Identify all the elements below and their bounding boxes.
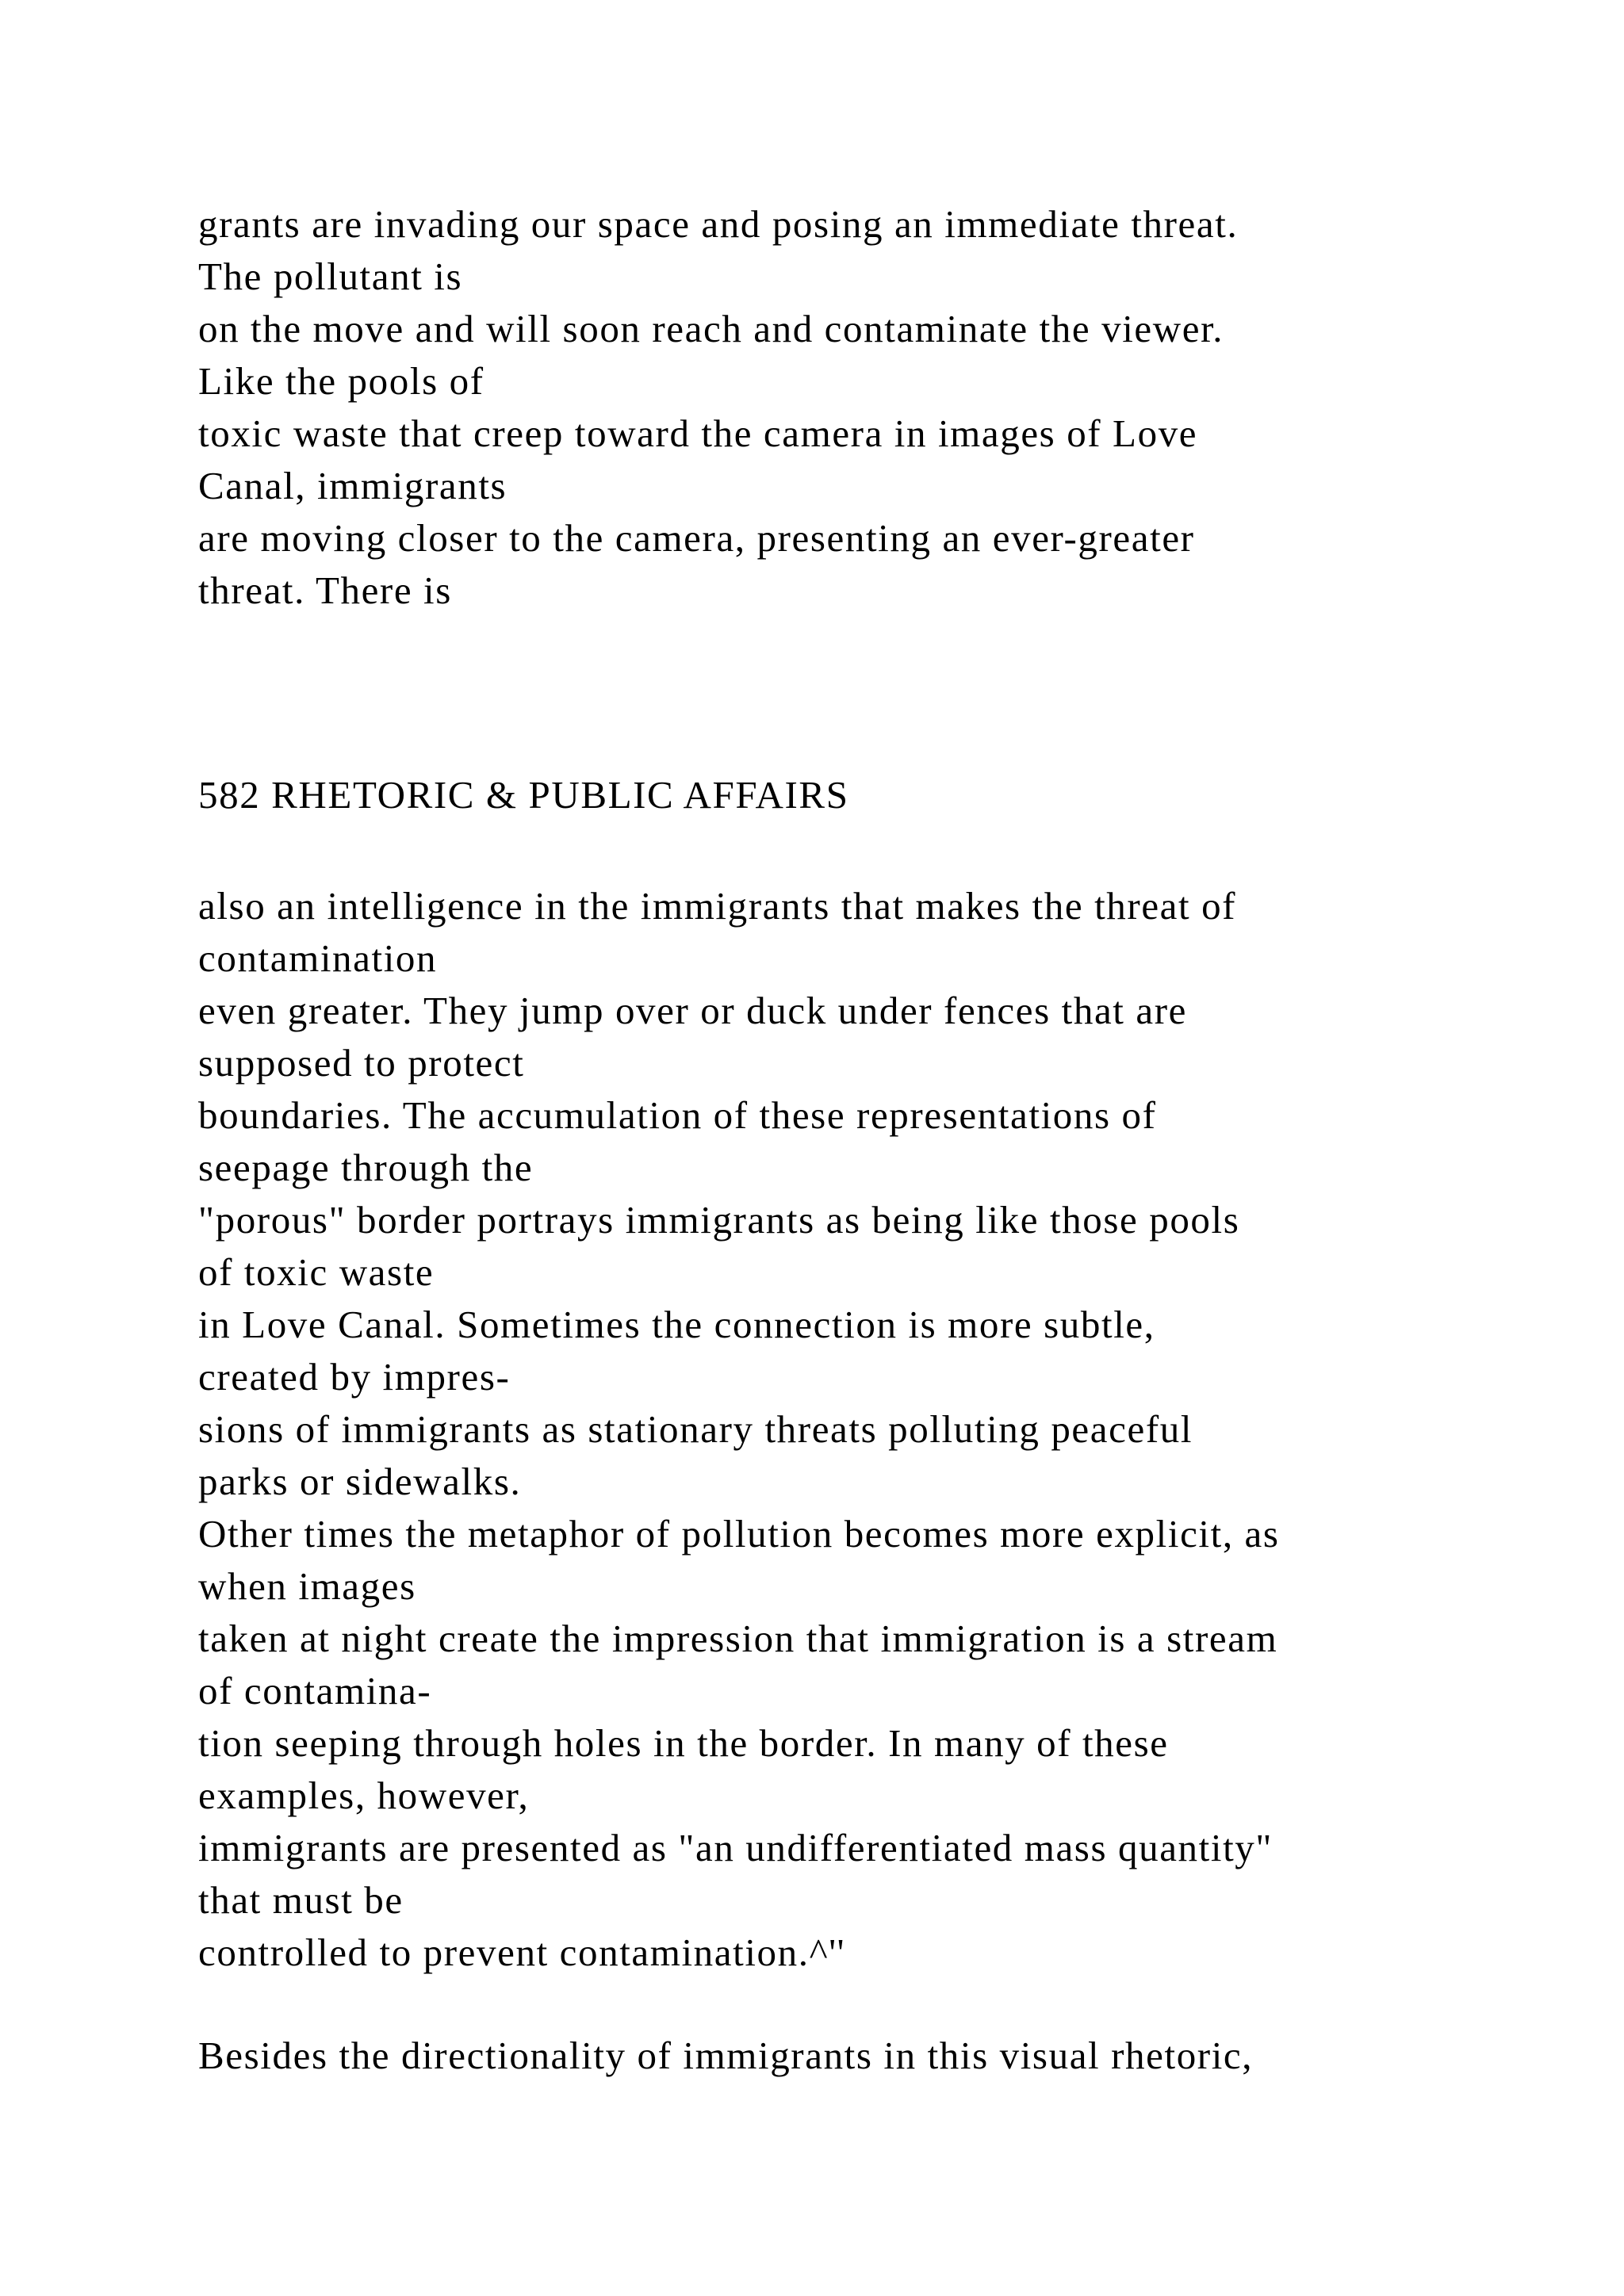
text-line: Like the pools of	[198, 359, 485, 403]
text-line: Other times the metaphor of pollution becomes more explicit, as	[198, 1512, 1280, 1556]
running-header	[198, 769, 849, 821]
text-line: that must be	[198, 1878, 404, 1922]
text-line: tion seeping through holes in the border. In many of these	[198, 1721, 1169, 1765]
paragraph-continued-text	[198, 198, 1238, 617]
text-line: immigrants are presented as "an undifferentiated mass quantity"	[198, 1826, 1273, 1869]
paragraph-main-text	[198, 880, 1280, 1979]
page-header-text: 582 RHETORIC & PUBLIC AFFAIRS	[198, 773, 849, 817]
text-line: The pollutant is	[198, 254, 463, 298]
text-line: supposed to protect	[198, 1041, 525, 1085]
text-line: created by impres-	[198, 1355, 511, 1399]
text-line: controlled to prevent contamination.^''	[198, 1931, 846, 1974]
text-line: Canal, immigrants	[198, 464, 508, 507]
text-line: when images	[198, 1564, 416, 1608]
text-line: examples, however,	[198, 1774, 530, 1817]
paragraph-next-text	[198, 2030, 1253, 2082]
text-line: of toxic waste	[198, 1250, 435, 1294]
text-line: threat. There is	[198, 568, 452, 612]
text-line: boundaries. The accumulation of these representations of	[198, 1093, 1157, 1137]
text-line: toxic waste that creep toward the camera in images of Love	[198, 411, 1198, 455]
text-line: "porous" border portrays immigrants as being like those pools	[198, 1198, 1240, 1242]
text-line: in Love Canal. Sometimes the connection is more subtle,	[198, 1303, 1155, 1346]
text-line: on the move and will soon reach and contaminate the viewer.	[198, 307, 1224, 350]
text-line: sions of immigrants as stationary threats polluting peaceful	[198, 1407, 1193, 1451]
text-line: Besides the directionality of immigrants in this visual rhetoric,	[198, 2034, 1254, 2077]
text-line: of contamina-	[198, 1669, 432, 1712]
text-line: contamination	[198, 936, 438, 980]
text-line: are moving closer to the camera, presenting an ever-greater	[198, 516, 1195, 560]
text-line: seepage through the	[198, 1146, 534, 1189]
text-line: even greater. They jump over or duck under fences that are	[198, 989, 1187, 1032]
text-line: grants are invading our space and posing an immediate threat.	[198, 202, 1239, 246]
text-line: taken at night create the impression that immigration is a stream	[198, 1617, 1278, 1660]
text-line: also an intelligence in the immigrants that makes the threat of	[198, 884, 1237, 928]
text-line: parks or sidewalks.	[198, 1460, 522, 1503]
